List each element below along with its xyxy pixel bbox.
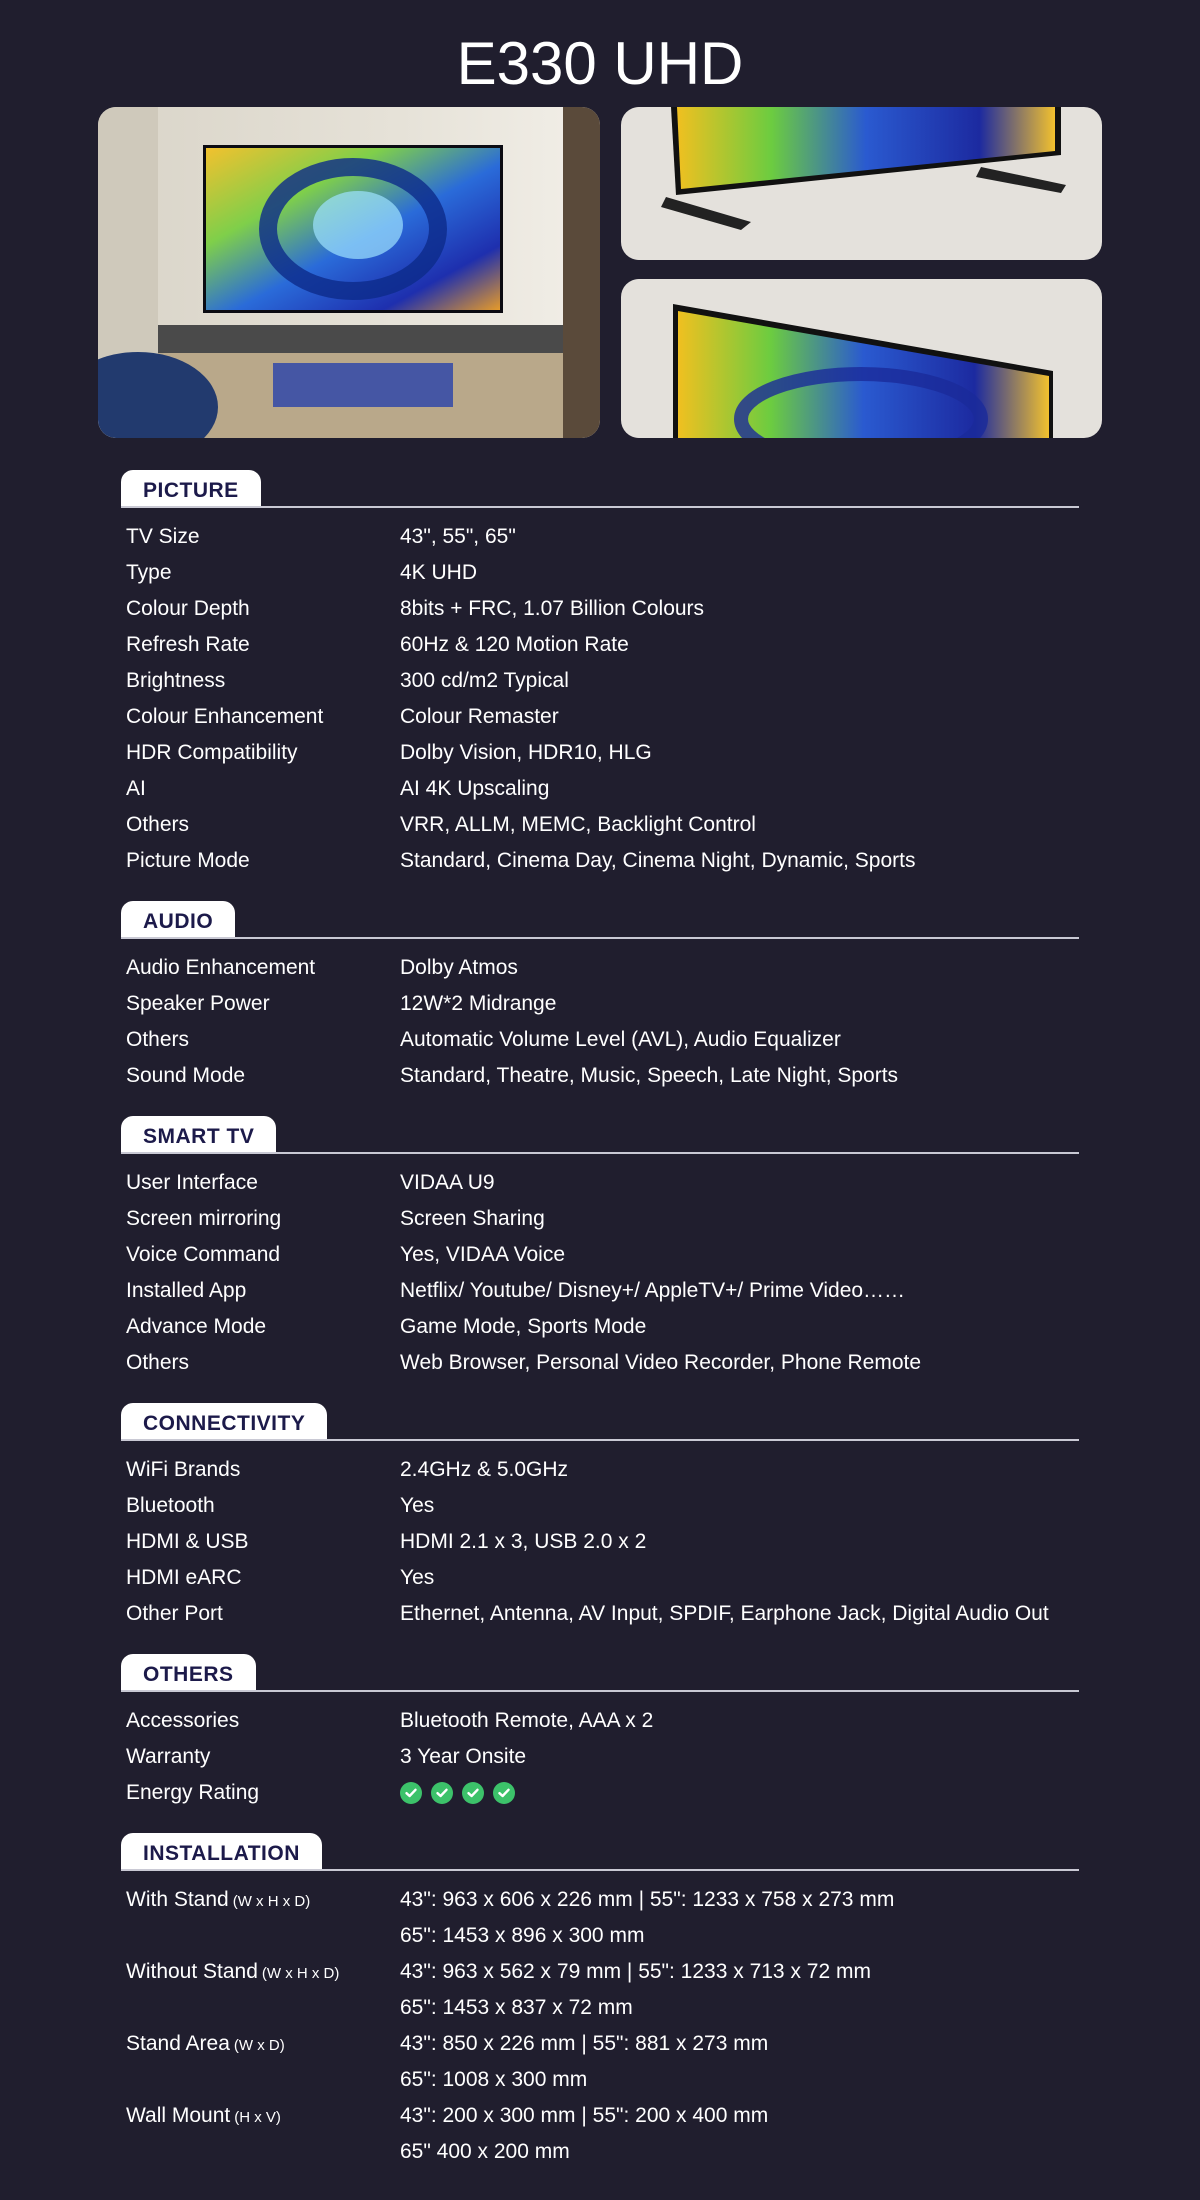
spec-label-text: TV Size	[126, 525, 200, 548]
spec-row	[121, 519, 1079, 555]
spec-row	[121, 591, 1079, 627]
spec-unit: (W x D)	[233, 2037, 285, 2054]
spec-label	[121, 777, 400, 801]
spec-label-text: Picture Mode	[126, 849, 250, 872]
spec-label-text: HDR Compatibility	[126, 741, 298, 764]
section-heading: CONNECTIVITY	[121, 1403, 327, 1441]
spec-label	[121, 1781, 400, 1805]
spec-value: Bluetooth Remote, AAA x 2	[400, 1709, 654, 1732]
check-circle-icon	[431, 1782, 453, 1804]
spec-label-text: Others	[126, 1028, 190, 1051]
spec-value: Yes, VIDAA Voice	[400, 1243, 565, 1266]
spec-value: 300 cd/m2 Typical	[400, 669, 569, 692]
spec-row	[121, 1560, 1079, 1596]
divider	[121, 1869, 1079, 1871]
spec-label	[121, 669, 400, 693]
section-others	[121, 1654, 1079, 1811]
spec-label-text: Speaker Power	[126, 992, 270, 1015]
spec-label-text: Advance Mode	[126, 1315, 267, 1338]
spec-label	[121, 1171, 400, 1195]
spec-label	[121, 633, 400, 657]
spec-value: 12W*2 Midrange	[400, 992, 557, 1015]
spec-label	[121, 2104, 400, 2128]
spec-label-text: Warranty	[126, 1745, 211, 1768]
spec-label-text: Type	[126, 561, 172, 584]
section-heading: SMART TV	[121, 1116, 276, 1154]
spec-label	[121, 1888, 400, 1912]
spec-label-text: Brightness	[126, 669, 226, 692]
spec-row	[121, 1345, 1079, 1381]
section-heading: PICTURE	[121, 470, 261, 508]
spec-value: 3 Year Onsite	[400, 1745, 527, 1768]
energy-rating-checks	[400, 1782, 1079, 1804]
spec-label	[121, 1530, 400, 1554]
spec-row	[121, 1739, 1079, 1775]
divider	[121, 1439, 1079, 1441]
spec-row	[121, 843, 1079, 879]
spec-row	[121, 1918, 1079, 1954]
check-circle-icon	[493, 1782, 515, 1804]
spec-unit: (W x H x D)	[261, 1965, 340, 1982]
spec-value: 65": 1453 x 837 x 72 mm	[400, 1996, 633, 2019]
spec-label-text: Refresh Rate	[126, 633, 250, 656]
spec-row	[121, 771, 1079, 807]
spec-row	[121, 2098, 1079, 2134]
spec-row	[121, 986, 1079, 1022]
spec-row	[121, 1201, 1079, 1237]
spec-value: 60Hz & 120 Motion Rate	[400, 633, 629, 656]
spec-row	[121, 2062, 1079, 2098]
spec-label	[121, 849, 400, 873]
spec-label-text: HDMI & USB	[126, 1530, 249, 1553]
spec-label	[121, 1279, 400, 1303]
section-audio	[121, 901, 1079, 1094]
spec-value: 2.4GHz & 5.0GHz	[400, 1458, 569, 1481]
spec-label	[121, 1207, 400, 1231]
spec-value: 65" 400 x 200 mm	[400, 2140, 570, 2163]
spec-row	[121, 1990, 1079, 2026]
page-title: E330 UHD	[456, 30, 744, 97]
section-header	[121, 1833, 1079, 1871]
spec-label-text: Others	[126, 813, 190, 836]
spec-row	[121, 807, 1079, 843]
section-header	[121, 470, 1079, 508]
section-heading: OTHERS	[121, 1654, 256, 1692]
spec-row	[121, 555, 1079, 591]
divider	[121, 1152, 1079, 1154]
spec-label-text: Stand Area	[126, 2032, 230, 2055]
spec-value: 43": 963 x 606 x 226 mm | 55": 1233 x 758 x 273 mm	[400, 1888, 895, 1911]
section-installation	[121, 1833, 1079, 2170]
spec-row	[121, 1273, 1079, 1309]
spec-label	[121, 1566, 400, 1590]
spec-value: Colour Remaster	[400, 705, 559, 728]
spec-label	[121, 1028, 400, 1052]
spec-label-text: Without Stand	[126, 1960, 258, 1983]
spec-label	[121, 741, 400, 765]
spec-label	[121, 705, 400, 729]
spec-label-text: WiFi Brands	[126, 1458, 241, 1481]
spec-value: Game Mode, Sports Mode	[400, 1315, 647, 1338]
spec-value: 65": 1008 x 300 mm	[400, 2068, 588, 2091]
spec-value: Ethernet, Antenna, AV Input, SPDIF, Earphone Jack, Digital Audio Out	[400, 1602, 1049, 1625]
spec-row	[121, 735, 1079, 771]
spec-value: 43", 55", 65"	[400, 525, 516, 548]
spec-label	[121, 561, 400, 585]
section-header	[121, 901, 1079, 939]
spec-label	[121, 1602, 400, 1626]
spec-label	[121, 1494, 400, 1518]
spec-label	[121, 1458, 400, 1482]
spec-label	[121, 1064, 400, 1088]
spec-row	[121, 1703, 1079, 1739]
spec-value: 4K UHD	[400, 561, 478, 584]
spec-row	[121, 2026, 1079, 2062]
spec-value: Netflix/ Youtube/ Disney+/ AppleTV+/ Prime Video……	[400, 1279, 906, 1302]
product-gallery	[98, 107, 1102, 438]
section-picture	[121, 470, 1079, 879]
spec-label	[121, 2032, 400, 2056]
spec-label-text: Colour Enhancement	[126, 705, 324, 728]
spec-row	[121, 627, 1079, 663]
spec-row	[121, 663, 1079, 699]
section-connectivity	[121, 1403, 1079, 1632]
spec-label	[121, 956, 400, 980]
spec-value: Automatic Volume Level (AVL), Audio Equalizer	[400, 1028, 841, 1051]
tv-side-angle-image	[621, 279, 1102, 438]
check-circle-icon	[400, 1782, 422, 1804]
spec-value: HDMI 2.1 x 3, USB 2.0 x 2	[400, 1530, 647, 1553]
spec-row	[121, 1596, 1079, 1632]
spec-row	[121, 1452, 1079, 1488]
spec-value: VIDAA U9	[400, 1171, 495, 1194]
section-header	[121, 1116, 1079, 1154]
spec-label-text: Accessories	[126, 1709, 240, 1732]
spec-row	[121, 1309, 1079, 1345]
spec-value: Screen Sharing	[400, 1207, 545, 1230]
spec-value: VRR, ALLM, MEMC, Backlight Control	[400, 813, 756, 836]
spec-label	[121, 1745, 400, 1769]
spec-label-text: Installed App	[126, 1279, 247, 1302]
section-header	[121, 1403, 1079, 1441]
spec-value: Yes	[400, 1494, 435, 1517]
section-header	[121, 1654, 1079, 1692]
divider	[121, 506, 1079, 508]
divider	[121, 1690, 1079, 1692]
spec-label-text: Audio Enhancement	[126, 956, 316, 979]
spec-sections	[121, 470, 1079, 2192]
spec-label	[121, 1351, 400, 1375]
spec-value: 8bits + FRC, 1.07 Billion Colours	[400, 597, 705, 620]
spec-label	[121, 597, 400, 621]
spec-row	[121, 1237, 1079, 1273]
spec-label	[121, 1960, 400, 1984]
spec-row	[121, 950, 1079, 986]
spec-row	[121, 1524, 1079, 1560]
spec-label-text: Bluetooth	[126, 1494, 215, 1517]
spec-value: 43": 850 x 226 mm | 55": 881 x 273 mm	[400, 2032, 769, 2055]
spec-label-text: Wall Mount	[126, 2104, 231, 2127]
spec-label-text: AI	[126, 777, 146, 800]
section-heading: INSTALLATION	[121, 1833, 322, 1871]
living-room-image	[98, 107, 600, 438]
spec-label-text: Sound Mode	[126, 1064, 246, 1087]
divider	[121, 937, 1079, 939]
spec-value: Yes	[400, 1566, 435, 1589]
spec-value: Dolby Vision, HDR10, HLG	[400, 741, 652, 764]
spec-value: Dolby Atmos	[400, 956, 518, 979]
spec-value: 65": 1453 x 896 x 300 mm	[400, 1924, 645, 1947]
spec-label-text: Others	[126, 1351, 190, 1374]
spec-value: Standard, Theatre, Music, Speech, Late Night, Sports	[400, 1064, 899, 1087]
spec-label-text: User Interface	[126, 1171, 258, 1194]
section-heading: AUDIO	[121, 901, 235, 939]
spec-row	[121, 1488, 1079, 1524]
spec-row	[121, 1165, 1079, 1201]
spec-row	[121, 1058, 1079, 1094]
spec-value: AI 4K Upscaling	[400, 777, 550, 800]
spec-value: Web Browser, Personal Video Recorder, Phone Remote	[400, 1351, 922, 1374]
spec-label	[121, 813, 400, 837]
spec-label	[121, 1315, 400, 1339]
spec-value: 43": 963 x 562 x 79 mm | 55": 1233 x 713 x 72 mm	[400, 1960, 871, 1983]
spec-value: 43": 200 x 300 mm | 55": 200 x 400 mm	[400, 2104, 769, 2127]
spec-value: Standard, Cinema Day, Cinema Night, Dynamic, Sports	[400, 849, 916, 872]
spec-label-text: Other Port	[126, 1602, 223, 1625]
tv-stand-closeup-image	[621, 107, 1102, 260]
spec-row	[121, 1882, 1079, 1918]
spec-label-text: Colour Depth	[126, 597, 250, 620]
spec-label-text: Screen mirroring	[126, 1207, 282, 1230]
spec-row	[121, 1775, 1079, 1811]
spec-label-text: Energy Rating	[126, 1781, 260, 1804]
check-circle-icon	[462, 1782, 484, 1804]
spec-row	[121, 1022, 1079, 1058]
spec-label-text: HDMI eARC	[126, 1566, 242, 1589]
spec-label	[121, 1709, 400, 1733]
spec-label	[121, 525, 400, 549]
spec-row	[121, 2134, 1079, 2170]
spec-unit: (W x H x D)	[232, 1893, 311, 1910]
spec-row	[121, 1954, 1079, 1990]
spec-unit: (H x V)	[234, 2109, 281, 2126]
spec-row	[121, 699, 1079, 735]
spec-label-text: Voice Command	[126, 1243, 281, 1266]
section-smart-tv	[121, 1116, 1079, 1381]
spec-label	[121, 992, 400, 1016]
spec-label-text: With Stand	[126, 1888, 229, 1911]
spec-label	[121, 1243, 400, 1267]
